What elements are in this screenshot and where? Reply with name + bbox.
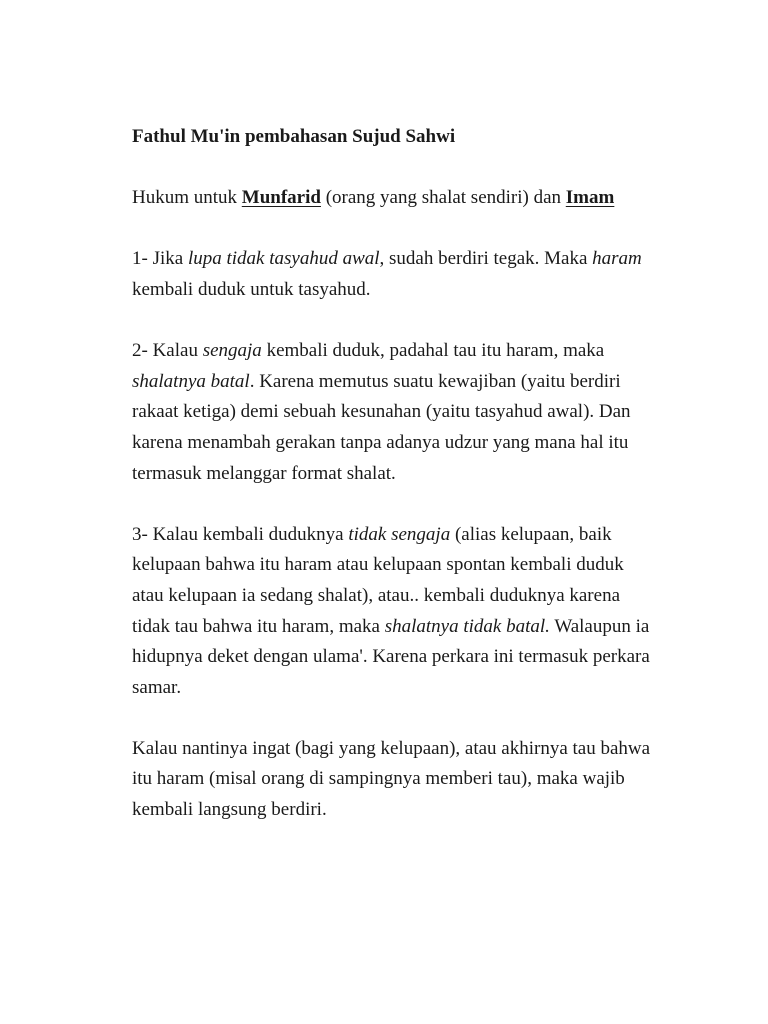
point-1-paragraph — [132, 244, 652, 305]
point-3-paragraph — [132, 520, 652, 704]
point-3-italic-ruling: shalatnya tidak batal. — [384, 615, 550, 637]
point-3-prefix: 3- Kalau kembali duduknya — [132, 523, 349, 545]
point-1-italic-ruling: haram — [592, 248, 642, 270]
point-1-middle: , sudah berdiri tegak. Maka — [379, 248, 593, 270]
point-1-italic-condition: lupa tidak tasyahud awal — [187, 248, 380, 270]
point-1-suffix: kembali duduk untuk tasyahud. — [132, 278, 371, 300]
intro-prefix: Hukum untuk — [132, 187, 242, 209]
point-2-middle: kembali duduk, padahal tau itu haram, maka — [261, 340, 605, 362]
point-2-prefix: 2- Kalau — [132, 340, 203, 362]
point-2-paragraph — [132, 336, 652, 489]
closing-paragraph: Kalau nantinya ingat (bagi yang kelupaan), atau akhirnya tau bahwa itu haram (misal orang di sampingnya memberi tau), maka wajib kembali langsung berdiri. — [132, 737, 651, 821]
document-page — [132, 122, 652, 856]
point-1-prefix: 1- Jika — [132, 248, 188, 270]
point-3-italic-condition: tidak sengaja — [348, 523, 451, 545]
point-2-suffix: . Karena memutus suatu kewajiban (yaitu berdiri rakaat ketiga) demi sebuah kesunahan (yaitu tasyahud awal). Dan karena menambah gerakan tanpa adanya udzur yang mana hal itu termasuk melanggar format shalat. — [132, 370, 631, 484]
document-title: Fathul Mu'in pembahasan Sujud Sahwi — [132, 126, 456, 147]
point-2-italic-ruling: shalatnya batal — [132, 370, 250, 392]
intro-paragraph — [132, 183, 652, 214]
intro-middle: (orang yang shalat sendiri) dan — [320, 187, 566, 209]
term-imam: Imam — [565, 187, 615, 209]
term-munfarid: Munfarid — [241, 187, 321, 209]
point-2-italic-condition: sengaja — [202, 340, 262, 362]
point-3-middle: (alias kelupaan, baik kelupaan bahwa itu haram atau kelupaan spontan kembali duduk atau kelupaan ia sedang shalat), atau.. kembali duduknya karena tidak tau bahwa itu haram, maka — [132, 523, 624, 637]
point-3-suffix: Walaupun ia hidupnya deket dengan ulama'. Karena perkara ini termasuk perkara samar. — [132, 615, 650, 698]
